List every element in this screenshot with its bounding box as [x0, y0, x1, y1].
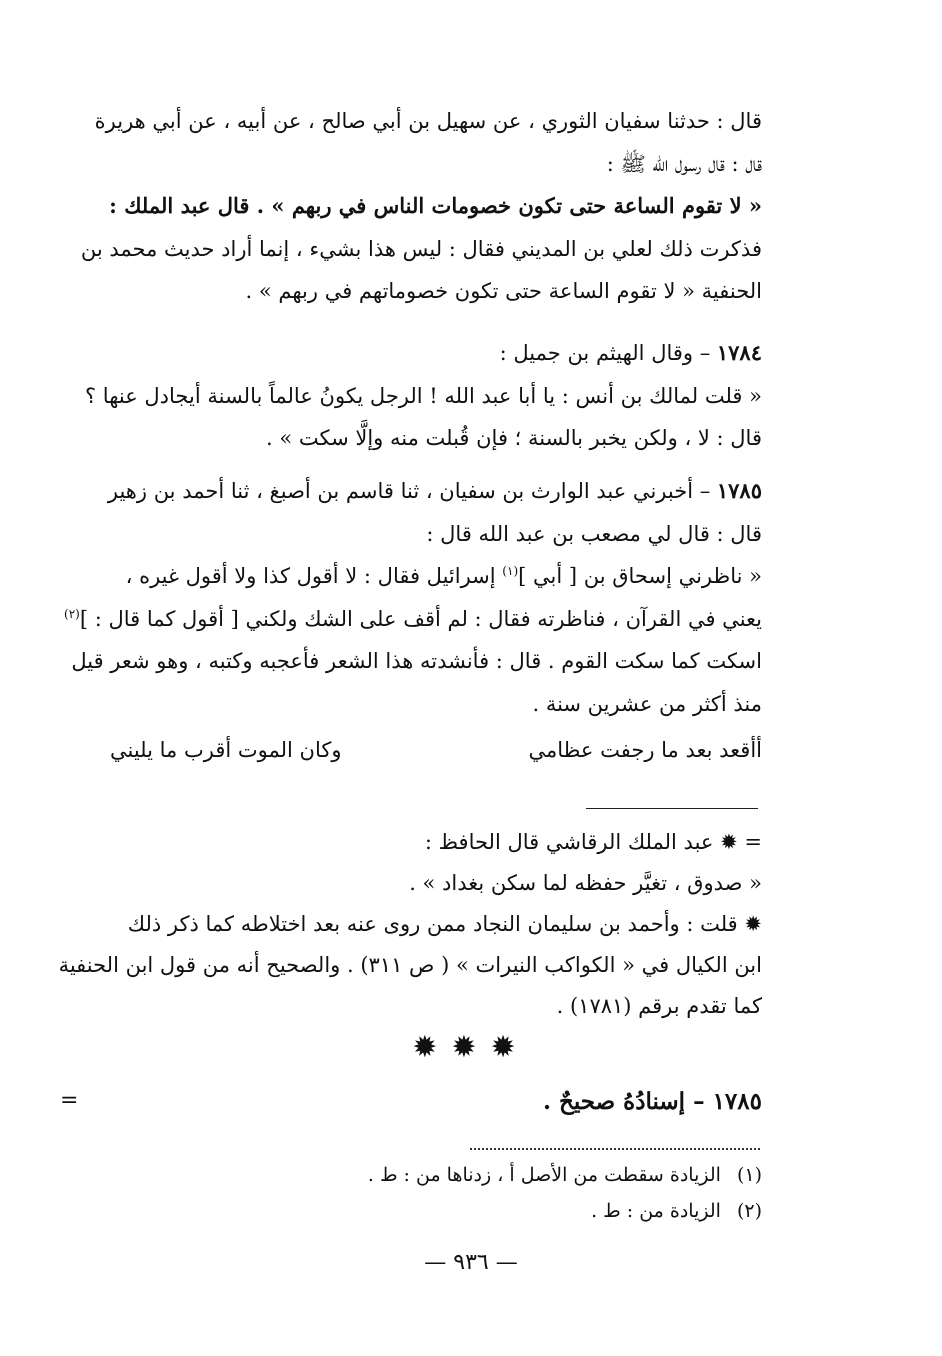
- narration-header: [75, 470, 762, 513]
- poetry-verse: [110, 738, 762, 762]
- text-line: « قلت لمالك بن أنس : يا أبا عبد الله ! الرجل يكونُ عالماً بالسنة أيجادل عنها ؟: [84, 383, 762, 408]
- text-line: [64, 598, 762, 641]
- text-segment: « ناظرني إسحاق بن [ أبي ]: [518, 564, 762, 588]
- footnote-text: الزيادة من : ط .: [591, 1200, 721, 1222]
- text-line: اسكت كما سكت القوم . قال : فأنشدته هذا الشعر فأعجبه وكتبه ، وهو شعر قيل: [71, 649, 762, 673]
- section-divider: [586, 808, 758, 809]
- narration-number: ١٧٨٤: [716, 340, 762, 365]
- main-text-block: [75, 100, 762, 313]
- narration-1785: [64, 470, 762, 725]
- footnote-divider: [470, 1148, 760, 1150]
- commentary-line: = ✹ عبد الملك الرقاشي قال الحافظ :: [424, 830, 762, 854]
- text-line: قال : حدثنا سفيان الثوري ، عن سهيل بن أبي صالح ، عن أبيه ، عن أبي هريرة: [94, 109, 762, 133]
- footnote-ref-1: (١): [502, 564, 519, 578]
- narration-number: ١٧٨٥: [716, 478, 762, 503]
- text-segment: يعني في القرآن ، فناظرته فقال : لم أقف على الشك ولكني [ أقول كما قال : ]: [79, 606, 762, 631]
- verse-hemistich-2: وكان الموت أقرب ما يليني: [110, 738, 342, 762]
- star-separator-icon: ✹✹✹: [412, 1030, 530, 1065]
- footnote-marker: (٢): [736, 1200, 762, 1222]
- text-line: فذكرت ذلك لعلي بن المديني فقال : ليس هذا بشيء ، إنما أراد حديث محمد بن: [80, 236, 762, 261]
- page-number: — ٩٣٦ —: [424, 1250, 518, 1275]
- text-line: [75, 555, 762, 598]
- text-line: الحنفية « لا تقوم الساعة حتى تكون خصوماتهم في ربهم » .: [245, 279, 762, 303]
- commentary-line: « صدوق ، تغيَّر حفظه لما سكن بغداد » .: [409, 871, 762, 895]
- footnote-ref-2: (٢): [64, 606, 80, 621]
- text-line: قال : قال رسول الله ﷺ :: [606, 151, 762, 176]
- footnote-1: [368, 1164, 762, 1186]
- narration-header: [75, 332, 762, 375]
- verse-hemistich-1: أأقعد بعد ما رجفت عظامي: [528, 738, 762, 762]
- narration-intro: – أخبرني عبد الوارث بن سفيان ، ثنا قاسم بن أصبغ ، ثنا أحمد بن زهير: [107, 479, 717, 503]
- hadith-quote-line: « لا تقوم الساعة حتى تكون خصومات الناس في ربهم » . قال عبد الملك :: [109, 193, 762, 218]
- text-segment: إسرائيل فقال : لا أقول كذا ولا أقول غيره ،: [125, 564, 503, 588]
- grading-heading: ١٧٨٥ – إسنادُهُ صحيحٌ .: [542, 1088, 762, 1115]
- narration-intro: – وقال الهيثم بن جميل :: [499, 341, 717, 365]
- footnote-text: الزيادة سقطت من الأصل أ ، زدناها من : ط .: [367, 1164, 721, 1186]
- footnote-marker: (١): [736, 1164, 762, 1186]
- text-line: قال : لا ، ولكن يخبر بالسنة ؛ فإن قُبلت منه وإلَّا سكت » .: [265, 426, 762, 450]
- narration-1784: [75, 332, 762, 460]
- commentary-line: ابن الكيال في « الكواكب النيرات » ( ص ٣١١) . والصحيح أنه من قول ابن الحنفية: [58, 953, 762, 977]
- footnote-2: [591, 1200, 762, 1222]
- commentary-line: ✹ قلت : وأحمد بن سليمان النجاد ممن روى عنه بعد اختلاطه كما ذكر ذلك: [127, 912, 762, 936]
- continuation-mark: =: [60, 1088, 79, 1113]
- text-line: قال : قال لي مصعب بن عبد الله قال :: [426, 521, 762, 546]
- text-line: منذ أكثر من عشرين سنة .: [532, 691, 762, 716]
- commentary-block: [58, 822, 762, 1027]
- commentary-line: كما تقدم برقم (١٧٨١) .: [556, 994, 762, 1018]
